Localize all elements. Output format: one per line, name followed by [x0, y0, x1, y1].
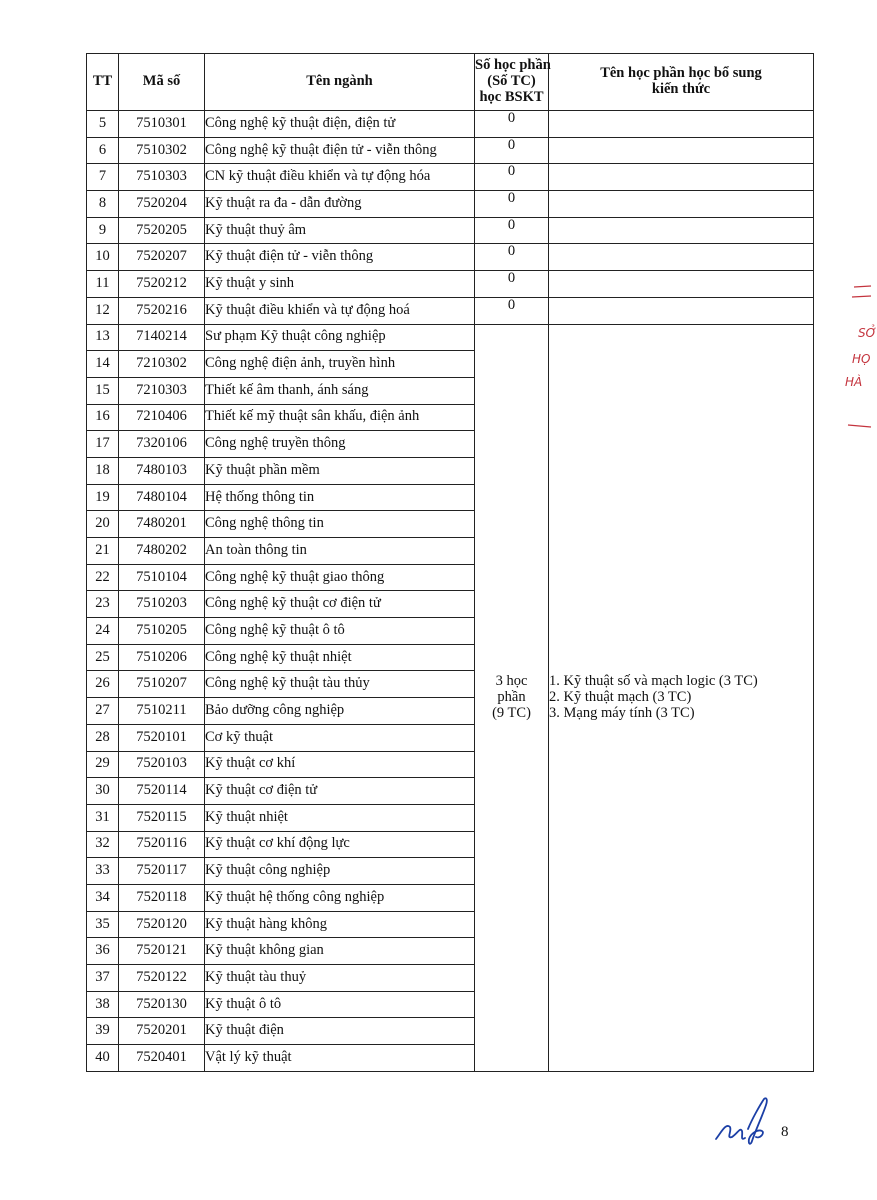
row-credit-count: 0 [475, 111, 549, 138]
row-major-name: Thiết kế mỹ thuật sân khấu, điện ảnh [205, 404, 475, 431]
signature [712, 1093, 772, 1148]
row-code: 7210302 [119, 351, 205, 378]
table-row [87, 271, 814, 298]
table-row [87, 244, 814, 271]
table-body [87, 111, 814, 1072]
row-supplementary-courses [549, 244, 814, 271]
row-major-name: Thiết kế âm thanh, ánh sáng [205, 377, 475, 404]
row-tt: 22 [87, 564, 119, 591]
row-major-name: Kỹ thuật công nghiệp [205, 858, 475, 885]
row-major-name: Kỹ thuật thuỷ âm [205, 217, 475, 244]
header-credit-count-line3: học BSKT [479, 88, 544, 105]
row-major-name: Kỹ thuật ra đa - dẫn đường [205, 191, 475, 218]
merged-credit-count-line-2: phần [497, 688, 526, 705]
row-code: 7480103 [119, 457, 205, 484]
row-tt: 18 [87, 457, 119, 484]
row-major-name: Công nghệ thông tin [205, 511, 475, 538]
row-tt: 8 [87, 191, 119, 218]
row-tt: 17 [87, 431, 119, 458]
row-major-name: Kỹ thuật cơ điện tử [205, 778, 475, 805]
header-supplementary-courses [549, 54, 814, 111]
row-code: 7510211 [119, 698, 205, 725]
row-major-name: Công nghệ kỹ thuật ô tô [205, 618, 475, 645]
merged-credit-count-line-3: (9 TC) [492, 704, 531, 721]
header-supplementary-line1: Tên học phần học bổ sung [600, 65, 762, 82]
row-tt: 10 [87, 244, 119, 271]
row-tt: 6 [87, 137, 119, 164]
row-code: 7140214 [119, 324, 205, 351]
margin-stamp-text-3: HÀ [845, 375, 863, 389]
row-supplementary-courses [549, 137, 814, 164]
row-supplementary-courses [549, 297, 814, 324]
row-major-name: Kỹ thuật cơ khí động lực [205, 831, 475, 858]
row-major-name: Sư phạm Kỹ thuật công nghiệp [205, 324, 475, 351]
header-credit-count-line2: (Số TC) [487, 73, 536, 90]
row-credit-count: 0 [475, 191, 549, 218]
row-major-name: Công nghệ kỹ thuật cơ điện tử [205, 591, 475, 618]
row-tt: 13 [87, 324, 119, 351]
row-code: 7520207 [119, 244, 205, 271]
row-code: 7510207 [119, 671, 205, 698]
row-tt: 31 [87, 804, 119, 831]
row-tt: 27 [87, 698, 119, 725]
row-code: 7510303 [119, 164, 205, 191]
supplementary-course-item: 2. Kỹ thuật mạch (3 TC) [549, 688, 692, 705]
row-tt: 26 [87, 671, 119, 698]
table-row [87, 137, 814, 164]
row-code: 7520121 [119, 938, 205, 965]
row-tt: 25 [87, 644, 119, 671]
row-tt: 21 [87, 538, 119, 565]
row-major-name: Công nghệ kỹ thuật nhiệt [205, 644, 475, 671]
row-code: 7510301 [119, 111, 205, 138]
header-supplementary-line2: kiến thức [651, 81, 711, 97]
row-major-name: Hệ thống thông tin [205, 484, 475, 511]
row-tt: 39 [87, 1018, 119, 1045]
row-tt: 28 [87, 724, 119, 751]
row-tt: 24 [87, 618, 119, 645]
row-supplementary-courses [549, 111, 814, 138]
row-major-name: Công nghệ điện ảnh, truyền hình [205, 351, 475, 378]
row-code: 7520115 [119, 804, 205, 831]
row-major-name: Kỹ thuật ô tô [205, 991, 475, 1018]
row-major-name: Công nghệ kỹ thuật giao thông [205, 564, 475, 591]
margin-stamp-text-1: SỞ [858, 326, 877, 340]
row-credit-count: 0 [475, 297, 549, 324]
row-tt: 14 [87, 351, 119, 378]
row-tt: 35 [87, 911, 119, 938]
row-code: 7510302 [119, 137, 205, 164]
row-code: 7520216 [119, 297, 205, 324]
row-major-name: Kỹ thuật điện [205, 1018, 475, 1045]
row-major-name: Bảo dưỡng công nghiệp [205, 698, 475, 725]
row-tt: 12 [87, 297, 119, 324]
row-tt: 36 [87, 938, 119, 965]
row-major-name: Công nghệ kỹ thuật điện, điện tử [205, 111, 475, 138]
row-major-name: Vật lý kỹ thuật [205, 1045, 475, 1072]
row-code: 7520201 [119, 1018, 205, 1045]
table-header-row [87, 54, 814, 111]
row-major-name: Kỹ thuật nhiệt [205, 804, 475, 831]
row-supplementary-courses [549, 271, 814, 298]
row-major-name: Công nghệ kỹ thuật tàu thủy [205, 671, 475, 698]
row-major-name: Kỹ thuật điều khiển và tự động hoá [205, 297, 475, 324]
merged-credit-count [475, 324, 549, 1071]
supplementary-course-item: 1. Kỹ thuật số và mạch logic (3 TC) [549, 672, 758, 689]
majors-table [86, 53, 814, 1072]
row-tt: 34 [87, 884, 119, 911]
row-tt: 32 [87, 831, 119, 858]
row-code: 7480104 [119, 484, 205, 511]
row-major-name: Kỹ thuật điện tử - viễn thông [205, 244, 475, 271]
row-major-name: CN kỹ thuật điều khiển và tự động hóa [205, 164, 475, 191]
row-major-name: Kỹ thuật không gian [205, 938, 475, 965]
row-tt: 20 [87, 511, 119, 538]
row-code: 7520101 [119, 724, 205, 751]
header-major-name: Tên ngành [205, 54, 475, 111]
row-code: 7510206 [119, 644, 205, 671]
header-credit-count [475, 54, 549, 111]
row-major-name: Kỹ thuật hệ thống công nghiệp [205, 884, 475, 911]
row-tt: 38 [87, 991, 119, 1018]
header-code: Mã số [119, 54, 205, 111]
row-tt: 19 [87, 484, 119, 511]
row-tt: 37 [87, 965, 119, 992]
row-code: 7520130 [119, 991, 205, 1018]
row-major-name: Cơ kỹ thuật [205, 724, 475, 751]
table-row [87, 191, 814, 218]
row-tt: 40 [87, 1045, 119, 1072]
row-major-name: Kỹ thuật hàng không [205, 911, 475, 938]
table-row [87, 217, 814, 244]
header-tt: TT [87, 54, 119, 111]
row-tt: 9 [87, 217, 119, 244]
row-code: 7510104 [119, 564, 205, 591]
margin-stamp-text-2: HỌ [852, 352, 871, 366]
row-major-name: Công nghệ kỹ thuật điện tử - viễn thông [205, 137, 475, 164]
row-credit-count: 0 [475, 271, 549, 298]
table-row [87, 324, 814, 351]
row-code: 7520117 [119, 858, 205, 885]
row-tt: 29 [87, 751, 119, 778]
row-code: 7520212 [119, 271, 205, 298]
row-code: 7520205 [119, 217, 205, 244]
row-supplementary-courses [549, 164, 814, 191]
row-tt: 16 [87, 404, 119, 431]
row-major-name: Kỹ thuật tàu thuỷ [205, 965, 475, 992]
row-major-name: An toàn thông tin [205, 538, 475, 565]
supplementary-course-item: 3. Mạng máy tính (3 TC) [549, 704, 695, 721]
row-code: 7480201 [119, 511, 205, 538]
row-major-name: Công nghệ truyền thông [205, 431, 475, 458]
row-credit-count: 0 [475, 137, 549, 164]
row-code: 7520116 [119, 831, 205, 858]
row-code: 7510203 [119, 591, 205, 618]
row-tt: 5 [87, 111, 119, 138]
row-tt: 30 [87, 778, 119, 805]
table-row [87, 164, 814, 191]
row-major-name: Kỹ thuật phần mềm [205, 457, 475, 484]
row-code: 7520401 [119, 1045, 205, 1072]
table-row [87, 297, 814, 324]
row-major-name: Kỹ thuật cơ khí [205, 751, 475, 778]
row-code: 7520122 [119, 965, 205, 992]
row-code: 7480202 [119, 538, 205, 565]
merged-supplementary-courses [549, 324, 814, 1071]
row-credit-count: 0 [475, 217, 549, 244]
row-code: 7520120 [119, 911, 205, 938]
row-code: 7320106 [119, 431, 205, 458]
header-credit-count-line1: Số học phần [475, 57, 551, 74]
row-major-name: Kỹ thuật y sinh [205, 271, 475, 298]
merged-credit-count-line-1: 3 học [495, 672, 528, 689]
row-tt: 23 [87, 591, 119, 618]
row-code: 7210406 [119, 404, 205, 431]
row-tt: 7 [87, 164, 119, 191]
page-number: 8 [781, 1124, 789, 1140]
row-code: 7520103 [119, 751, 205, 778]
row-supplementary-courses [549, 217, 814, 244]
row-tt: 15 [87, 377, 119, 404]
row-tt: 33 [87, 858, 119, 885]
row-credit-count: 0 [475, 244, 549, 271]
row-code: 7210303 [119, 377, 205, 404]
row-tt: 11 [87, 271, 119, 298]
row-credit-count: 0 [475, 164, 549, 191]
row-code: 7520118 [119, 884, 205, 911]
row-supplementary-courses [549, 191, 814, 218]
row-code: 7510205 [119, 618, 205, 645]
row-code: 7520204 [119, 191, 205, 218]
table-row [87, 111, 814, 138]
row-code: 7520114 [119, 778, 205, 805]
